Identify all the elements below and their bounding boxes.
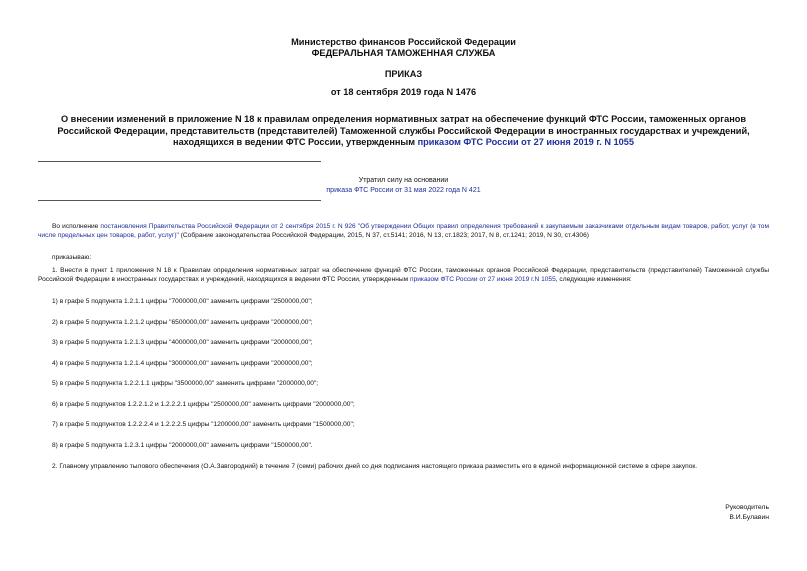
point-1 — [38, 266, 769, 284]
list-item: 4) в графе 5 подпункта 1.2.1.4 цифры "3000000,00" заменить цифрами "2000000,00"; — [52, 360, 313, 367]
status-repeal-link[interactable]: приказа ФТС России от 31 мая 2022 года N 421 — [326, 187, 481, 194]
document-date-number: от 18 сентября 2019 года N 1476 — [330, 87, 477, 97]
divider-top — [38, 161, 321, 162]
status-label: Утратил силу на основании — [358, 177, 449, 184]
list-item: 2) в графе 5 подпункта 1.2.1.2 цифры "6500000,00" заменить цифрами "2000000,00"; — [52, 319, 313, 326]
list-item: 3) в графе 5 подпункта 1.2.1.3 цифры "4000000,00" заменить цифрами "2000000,00"; — [52, 339, 313, 346]
agency-name: ФЕДЕРАЛЬНАЯ ТАМОЖЕННАЯ СЛУЖБА — [311, 48, 496, 58]
signature-role: Руководитель — [725, 504, 769, 511]
ministry-name: Министерство финансов Российской Федерации — [291, 37, 516, 47]
list-item: 1) в графе 5 подпункта 1.2.1.1 цифры "7000000,00" заменить цифрами "2500000,00"; — [52, 298, 313, 305]
signature-name: В.И.Булавин — [729, 514, 769, 521]
preamble-decree-link[interactable]: постановления Правительства Российской Федерации от 2 сентября 2015 г. N 926 "Об утверждении Общих правил определения требований к закупаемым заказчиками отдельным видам товаров, работ, услуг (в том числе предельных цен товаров, работ, услуг)" — [38, 223, 769, 240]
point-1-prefix: 1. Внести в пункт 1 приложения N 18 к Правилам определения нормативных затрат на обеспечение функций ФТС России, таможенных органов Российской Федерации, представительств (представителей) Таможенной службы Российской Федерации в иностранных государствах и учреждений, находящихся в ведении ФТС России, утвержденным — [38, 267, 769, 284]
list-item: 6) в графе 5 подпунктов 1.2.2.1.2 и 1.2.2.2.1 цифры "2500000,00" заменить цифрами "2000000,00"; — [52, 401, 355, 408]
point-2: 2. Главному управлению тылового обеспечения (О.А.Завгородний) в течение 7 (семи) рабочих дней со дня подписания настоящего приказа разместить его в единой информационной системе в сфере закупок. — [52, 463, 698, 470]
list-item: 8) в графе 5 подпункта 1.2.3.1 цифры "2000000,00" заменить цифрами "1500000,00". — [52, 442, 313, 449]
document-type: ПРИКАЗ — [384, 69, 423, 79]
preamble-paragraph — [38, 222, 769, 240]
list-item: 7) в графе 5 подпунктов 1.2.2.2.4 и 1.2.2.2.5 цифры "1200000,00" заменить цифрами "1500000,00"; — [52, 421, 355, 428]
point-1-order-link[interactable]: приказом ФТС России от 27 июня 2019 г.N 1055 — [410, 276, 556, 284]
title-text: О внесении изменений в приложение N 18 к правилам определения нормативных затрат на обеспечение функций ФТС России, таможенных органов Российской Федерации, представительств (представителей) Таможенной службы Российской Федерации в иностранных государствах и учреждений, находящихся в ведении ФТС России, утвержденным — [57, 114, 750, 148]
order-word: приказываю: — [52, 254, 92, 261]
title-order-link[interactable]: приказом ФТС России от 27 июня 2019 г. N 1055 — [417, 137, 634, 148]
preamble-suffix: (Собрание законодательства Российской Федерации, 2015, N 37, ст.5141; 2016, N 13, ст.1823; 2017, N 8, ст.1241; 2019, N 30, ст.4306) — [178, 232, 589, 240]
document-title — [38, 114, 769, 149]
list-item: 5) в графе 5 подпункта 1.2.2.1.1 цифры "3500000,00" заменить цифрами "2000000,00"; — [52, 380, 319, 387]
divider-bottom — [38, 200, 321, 201]
point-1-suffix: , следующие изменения: — [555, 276, 632, 284]
preamble-prefix: Во исполнение — [52, 223, 101, 230]
